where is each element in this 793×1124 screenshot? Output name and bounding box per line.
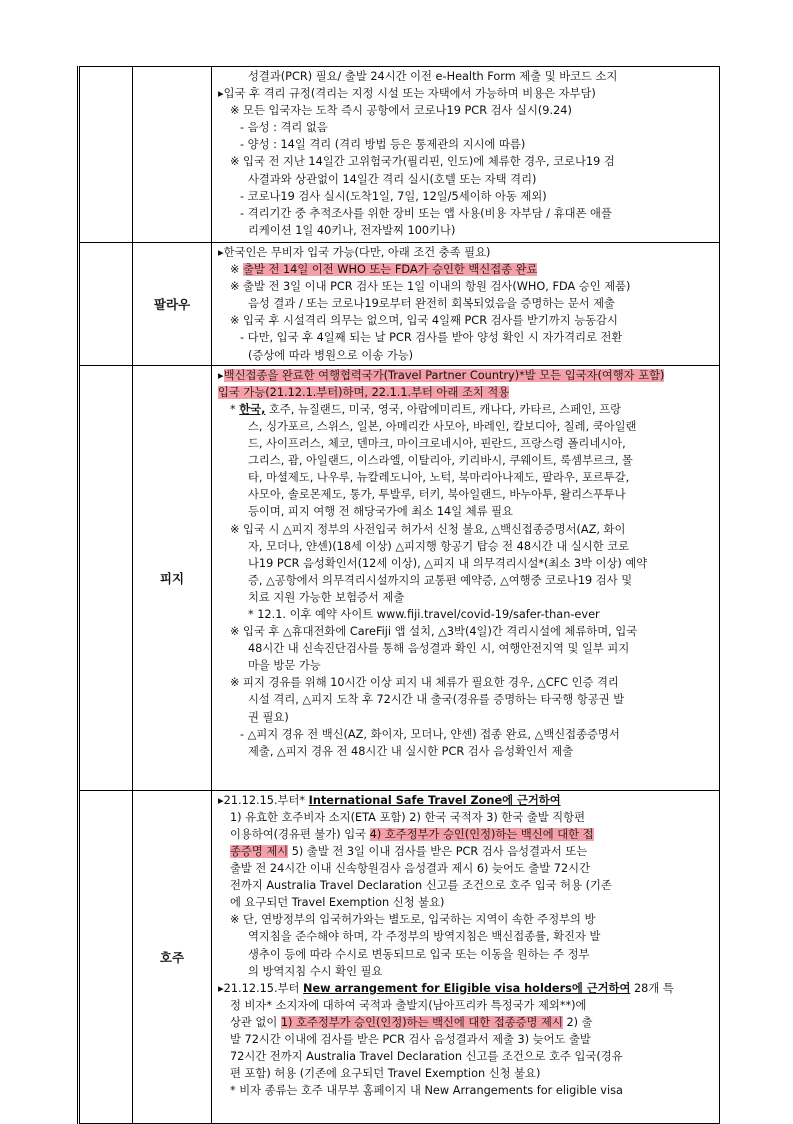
country-cell	[133, 67, 212, 243]
table-body	[79, 67, 720, 1124]
detail-line	[218, 222, 712, 239]
emphasized-text: International Safe Travel Zone에 근거하여	[308, 793, 561, 807]
text-segment: 등이며, 피지 여행 전 해당국가에 최소 14일 체류 필요	[248, 505, 513, 519]
details-cell	[212, 365, 720, 790]
text-segment: 시설 격리, △피지 도착 후 72시간 내 출국(경유를 증명하는 타국행 항공권 발	[248, 693, 625, 707]
text-segment: - 양성 : 14일 격리 (격리 방법 등은 통제관의 지시에 따름)	[240, 138, 526, 152]
text-segment: ※ 입국 후 △휴대전화에 CareFiji 앱 설치, △3박(4일)간 격리시설에 체류하며, 입국	[230, 625, 638, 639]
detail-line	[218, 843, 712, 860]
detail-line	[218, 68, 712, 85]
detail-line	[218, 205, 712, 222]
text-segment: 드, 사이프러스, 체코, 덴마크, 마이크로네시아, 핀란드, 프랑스령 폴리네시아,	[248, 437, 626, 451]
text-segment: 생추이 등에 따라 수시로 변동되므로 입국 또는 이동을 원하는 주 정부	[248, 947, 590, 961]
details-cell	[212, 243, 720, 366]
detail-line	[218, 589, 712, 606]
text-segment: ※ 피지 경유를 위해 10시간 이상 피지 내 체류가 필요한 경우, △CFC 인증 격리	[230, 676, 619, 690]
text-segment: ▸21.12.15.부터	[218, 981, 303, 995]
emphasized-text: 한국,	[239, 402, 266, 416]
highlighted-text: 입국 가능(21.12.1.부터)하며, 22.1.1.부터 아래 조치 적용	[218, 385, 510, 399]
detail-line	[218, 153, 712, 170]
detail-line	[218, 1048, 712, 1065]
details-cell	[212, 67, 720, 243]
text-segment: 에 요구되던 Travel Exemption 신청 불요)	[230, 896, 445, 910]
detail-line	[218, 792, 712, 809]
detail-line	[218, 102, 712, 119]
text-segment: ▸입국 후 격리 규정(격리는 지정 시설 또는 자택에서 가능하며 비용은 자부담)	[218, 87, 596, 101]
text-segment: 5) 출발 전 3일 이내 검사를 받은 PCR 검사 음성결과서 또는	[288, 844, 588, 858]
text-segment: 72시간 전까지 Australia Travel Declaration 신고를 조건으로 호주 입국(경유	[230, 1050, 623, 1064]
table-row	[79, 243, 720, 366]
text-segment: ▸21.12.15.부터*	[218, 793, 309, 807]
text-segment: ※ 단, 연방정부의 입국허가와는 별도로, 입국하는 지역이 속한 주정부의 방	[230, 913, 596, 927]
detail-line	[218, 171, 712, 188]
detail-line	[218, 295, 712, 312]
detail-line	[218, 894, 712, 911]
detail-line	[218, 726, 712, 743]
text-segment: 그리스, 괌, 아일랜드, 이스라엘, 이탈리아, 키리바시, 쿠웨이트, 룩셈부르크, 몰	[248, 454, 633, 468]
highlighted-text: 4) 호주정부가 승인(인정)하는 백신에 대한 접	[369, 827, 594, 841]
text-segment: 출발 전 24시간 이내 신속항원검사 음성결과 제시 6) 늦어도 출발 72시간	[230, 862, 590, 876]
text-segment: 호주, 뉴질랜드, 미국, 영국, 아랍에미리트, 캐나다, 카타르, 스페인, 프랑	[265, 402, 622, 416]
detail-line	[218, 136, 712, 153]
highlighted-text: 1) 호주정부가 승인(인정)하는 백신에 대한 접종증명 제시	[280, 1015, 563, 1029]
table-row	[79, 790, 720, 1123]
text-segment: 증, △공항에서 의무격리시설까지의 교통편 예약증, △여행중 코로나19 검사 및	[248, 573, 633, 587]
detail-line	[218, 980, 712, 997]
detail-line	[218, 278, 712, 295]
text-segment: - 다만, 입국 후 4일째 되는 날 PCR 검사를 받아 양성 확인 시 자가격리로 전환	[240, 331, 623, 345]
detail-line	[218, 1014, 712, 1031]
table-row	[79, 365, 720, 790]
detail-line	[218, 329, 712, 346]
detail-line	[218, 418, 712, 435]
detail-line	[218, 188, 712, 205]
text-segment: 편 포함) 허용 (기존에 요구되던 Travel Exemption 신청 불요)	[230, 1067, 541, 1081]
detail-line	[218, 469, 712, 486]
text-segment: 1) 유효한 호주비자 소지(ETA 포함) 2) 한국 국적자 3) 한국 출발 직항편	[230, 810, 585, 824]
detail-line	[218, 640, 712, 657]
text-segment: 발 72시간 이내에 검사를 받은 PCR 검사 음성결과서 제출 3) 늦어도 출발	[230, 1032, 591, 1046]
details-cell	[212, 790, 720, 1123]
detail-line	[218, 709, 712, 726]
detail-line	[218, 809, 712, 826]
text-segment: 역지침을 준수해야 하며, 각 주정부의 방역지침은 백신접종률, 확진자 발	[248, 930, 601, 944]
detail-line	[218, 555, 712, 572]
text-segment: ▸한국인은 무비자 입국 가능(다만, 아래 조건 충족 필요)	[218, 246, 491, 259]
detail-line	[218, 1065, 712, 1082]
blank-cell	[79, 67, 133, 243]
text-segment: *	[230, 402, 240, 416]
text-segment: ※ 모든 입국자는 도착 즉시 공항에서 코로나19 PCR 검사 실시(9.24)	[230, 104, 572, 118]
detail-line	[218, 244, 712, 261]
table-row	[79, 67, 720, 243]
blank-cell	[79, 790, 133, 1123]
detail-line	[218, 1031, 712, 1048]
detail-line	[218, 312, 712, 329]
text-segment: - 코로나19 검사 실시(도착1일, 7일, 12일/5세이하 아동 제외)	[240, 189, 547, 203]
text-segment: 마을 방문 가능	[248, 659, 321, 673]
highlighted-text: 종증명 제시	[230, 844, 289, 858]
text-segment: * 비자 종류는 호주 내무부 홈페이지 내 New Arrangements for eligible visa	[230, 1084, 623, 1098]
text-segment: 자, 모더나, 얀센)(18세 이상) △피지행 항공기 탑승 전 48시간 내 실시한 코로	[248, 539, 630, 553]
text-segment: 2) 출	[562, 1015, 593, 1029]
detail-line	[218, 623, 712, 640]
detail-line	[218, 997, 712, 1014]
text-segment: 리케이션 1일 40키나, 전자발찌 100키나)	[248, 223, 456, 237]
detail-line	[218, 691, 712, 708]
detail-line	[218, 877, 712, 894]
text-segment: 사모아, 솔로몬제도, 통가, 투발루, 터키, 북아일랜드, 바누아투, 왈리스푸투나	[248, 488, 626, 502]
country-cell: 호주	[133, 790, 212, 1123]
text-segment: ※ 입국 후 시설격리 의무는 없으며, 입국 4일째 PCR 검사를 받기까지 능동감시	[230, 314, 618, 328]
text-segment: 전까지 Australia Travel Declaration 신고를 조건으로 호주 입국 허용 (기존	[230, 879, 612, 893]
text-segment: 타, 마셜제도, 나우루, 뉴칼레도니아, 노턱, 북마리아나제도, 팔라우, 포르투갈,	[248, 471, 630, 485]
detail-line	[218, 946, 712, 963]
detail-line	[218, 384, 712, 401]
blank-cell	[79, 243, 133, 366]
detail-line	[218, 1082, 712, 1099]
text-segment: 상관 없이	[230, 1015, 281, 1029]
travel-restrictions-table	[77, 66, 720, 1124]
detail-line	[218, 503, 712, 520]
detail-line	[218, 657, 712, 674]
detail-line	[218, 401, 712, 418]
text-segment: ※ 입국 시 △피지 정부의 사전입국 허가서 신청 불요, △백신접종증명서(AZ, 화이	[230, 522, 626, 536]
highlighted-text: 출발 전 14일 이전 WHO 또는 FDA가 승인한 백신접종 완료	[243, 263, 538, 277]
text-segment: 48시간 내 신속진단검사를 통해 음성결과 확인 시, 여행안전지역 및 일부 피지	[248, 642, 630, 656]
text-segment: - △피지 경유 전 백신(AZ, 화이자, 모더나, 얀센) 접종 완료, △백신접종증명서	[240, 727, 620, 741]
blank-cell	[79, 365, 133, 790]
detail-line	[218, 826, 712, 843]
detail-line	[218, 674, 712, 691]
detail-line	[218, 486, 712, 503]
text-segment: - 음성 : 격리 없음	[240, 121, 328, 135]
text-segment: 권 필요)	[248, 710, 289, 724]
detail-line	[218, 521, 712, 538]
text-segment: ※ 입국 전 지난 14일간 고위험국가(필리핀, 인도)에 체류한 경우, 코로나19 검	[230, 155, 615, 169]
text-segment: 나19 PCR 음성확인서(12세 이상), △피지 내 의무격리시설*(최소 3박 이상) 예약	[248, 556, 648, 570]
detail-line	[218, 606, 712, 623]
text-segment: 이용하여(경유편 불가) 입국	[230, 827, 370, 841]
text-segment: ※	[230, 263, 244, 277]
detail-line	[218, 261, 712, 278]
text-segment: * 12.1. 이후 예약 사이트 www.fiji.travel/covid-19/safer-than-ever	[248, 607, 600, 621]
text-segment: 정 비자* 소지자에 대하여 국적과 출발지(남아프리카 특정국가 제외**)에	[230, 998, 587, 1012]
text-segment: 의 방역지침 수시 확인 필요	[248, 964, 383, 978]
detail-line	[218, 85, 712, 102]
detail-line	[218, 435, 712, 452]
text-segment: 스, 싱가포르, 스위스, 일본, 아메리칸 사모아, 바레인, 칼보디아, 칠레, 쿡아일랜	[248, 419, 637, 433]
detail-line	[218, 347, 712, 364]
text-segment: 치료 지원 가능한 보험증서 제출	[248, 590, 405, 604]
detail-line	[218, 367, 712, 384]
detail-line	[218, 860, 712, 877]
detail-line	[218, 963, 712, 980]
detail-line	[218, 743, 712, 760]
highlighted-text: 백신접종을 완료한 여행협력국가(Travel Partner Country)*발 모든 입국자(여행자 포함)	[223, 368, 665, 382]
detail-line	[218, 911, 712, 928]
text-segment: - 격리기간 중 추적조사를 위한 장비 또는 앱 사용(비용 자부담 / 휴대폰 애플	[240, 206, 612, 220]
text-segment: 음성 결과 / 또는 코로나19로부터 완전히 회복되었음을 증명하는 문서 제출	[248, 297, 615, 311]
country-cell: 팔라우	[133, 243, 212, 366]
text-segment: ▸	[218, 368, 224, 382]
text-segment: 성결과(PCR) 필요/ 출발 24시간 이전 e-Health Form 제출 및 바코드 소지	[248, 70, 618, 83]
detail-line	[218, 928, 712, 945]
text-segment: (증상에 따라 병원으로 이송 가능)	[248, 348, 414, 362]
detail-line	[218, 452, 712, 469]
country-cell: 피지	[133, 365, 212, 790]
text-segment: 사결과와 상관없이 14일간 격리 실시(호텔 또는 자택 격리)	[248, 172, 537, 186]
emphasized-text: New arrangement for Eligible visa holders에 근거하여	[303, 981, 631, 995]
text-segment: 제출, △피지 경유 전 48시간 내 실시한 PCR 검사 음성확인서 제출	[248, 744, 574, 758]
detail-line	[218, 572, 712, 589]
detail-line	[218, 119, 712, 136]
detail-line	[218, 538, 712, 555]
text-segment: 28개 특	[630, 981, 674, 995]
text-segment: ※ 출발 전 3일 이내 PCR 검사 또는 1일 이내의 항원 검사(WHO, FDA 승인 제품)	[230, 280, 631, 294]
